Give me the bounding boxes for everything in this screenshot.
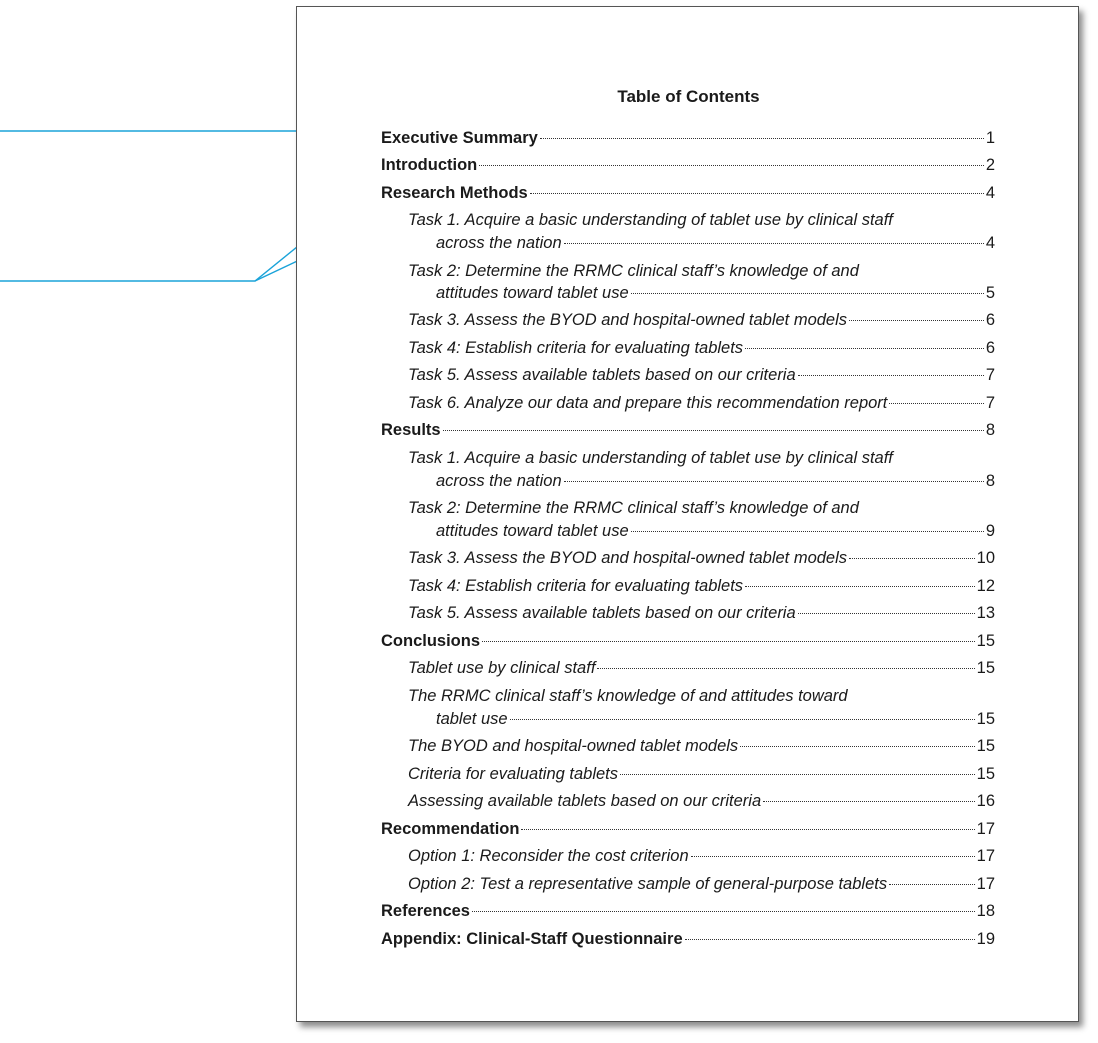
toc-entry-label: Appendix: Clinical-Staff Questionnaire <box>381 930 683 948</box>
dot-leader <box>889 403 983 404</box>
toc-entry-recommendation[interactable] <box>381 818 995 841</box>
dot-leader <box>889 884 975 885</box>
toc-entry-methods-task1-line2[interactable] <box>436 232 995 255</box>
toc-entry-option2[interactable] <box>408 873 995 896</box>
dot-leader <box>530 193 984 194</box>
toc-page-number: 6 <box>985 339 995 357</box>
dot-leader <box>763 801 975 802</box>
toc-entry-methods-task4[interactable] <box>408 337 995 360</box>
toc-page-number: 17 <box>976 820 995 838</box>
toc-entry-appendix[interactable] <box>381 928 995 951</box>
toc-entry-label: across the nation <box>436 472 562 490</box>
toc-entry-label: Introduction <box>381 156 478 174</box>
toc-entry-label: Task 3. Assess the BYOD and hospital-owned tablet models <box>408 549 848 567</box>
toc-entry-label: Task 6. Analyze our data and prepare this recommendation report <box>408 394 888 412</box>
dot-leader <box>631 293 984 294</box>
dot-leader <box>540 138 984 139</box>
dot-leader <box>685 939 975 940</box>
toc-entry-label: Task 4: Establish criteria for evaluating tablets <box>408 577 744 595</box>
toc-page-number: 7 <box>985 394 995 412</box>
toc-entry-results[interactable] <box>381 419 995 442</box>
toc-entry-methods-task1-line1[interactable] <box>408 209 995 232</box>
dot-leader <box>798 613 975 614</box>
toc-page-number: 7 <box>985 366 995 384</box>
dot-leader <box>631 531 984 532</box>
dot-leader <box>745 348 984 349</box>
toc-entry-conclusions-criteria[interactable] <box>408 763 995 786</box>
toc-entry-label: Task 4: Establish criteria for evaluating tablets <box>408 339 744 357</box>
toc-entry-label: Task 2: Determine the RRMC clinical staff’s knowledge of and <box>408 499 859 517</box>
toc-entry-label: Criteria for evaluating tablets <box>408 765 619 783</box>
toc-entry-methods-task6[interactable] <box>408 392 995 415</box>
toc-entry-label: Task 2: Determine the RRMC clinical staff’s knowledge of and <box>408 262 859 280</box>
dot-leader <box>521 829 974 830</box>
toc-page-number: 15 <box>976 632 995 650</box>
toc-page-number: 17 <box>976 875 995 893</box>
toc-entry-executive-summary[interactable] <box>381 127 995 150</box>
toc-entry-label: Results <box>381 421 441 439</box>
toc-entry-methods-task5[interactable] <box>408 364 995 387</box>
toc-entry-conclusions-assessing[interactable] <box>408 790 995 813</box>
toc-entry-label: References <box>381 902 470 920</box>
toc-entry-conclusions-byod[interactable] <box>408 735 995 758</box>
toc-page-number: 13 <box>976 604 995 622</box>
toc-entry-introduction[interactable] <box>381 154 995 177</box>
toc-entry-results-task1-line2[interactable] <box>436 470 995 493</box>
toc-entry-results-task5[interactable] <box>408 602 995 625</box>
toc-entry-label: attitudes toward tablet use <box>436 284 629 302</box>
toc-entry-label: Executive Summary <box>381 129 538 147</box>
toc-entry-label: Research Methods <box>381 184 528 202</box>
dot-leader <box>798 375 984 376</box>
toc-page-number: 8 <box>985 421 995 439</box>
toc-page-number: 9 <box>985 522 995 540</box>
toc-entry-label: Task 5. Assess available tablets based on our criteria <box>408 366 796 384</box>
toc-entry-label: Conclusions <box>381 632 481 650</box>
toc-entry-label: Task 3. Assess the BYOD and hospital-owned tablet models <box>408 311 848 329</box>
dot-leader <box>849 558 975 559</box>
dot-leader <box>443 430 984 431</box>
toc-page-number: 1 <box>985 129 995 147</box>
toc-page-number: 15 <box>976 659 995 677</box>
toc-entry-results-task2-line1[interactable] <box>408 497 995 520</box>
toc-page-number: 17 <box>976 847 995 865</box>
dot-leader <box>472 911 975 912</box>
toc-page-number: 15 <box>976 737 995 755</box>
dot-leader <box>482 641 975 642</box>
toc-entry-conclusions[interactable] <box>381 630 995 653</box>
toc-entry-results-task1-line1[interactable] <box>408 447 995 470</box>
dot-leader <box>745 586 975 587</box>
toc-entry-label: tablet use <box>436 710 508 728</box>
toc-entry-methods-task2-line1[interactable] <box>408 260 995 283</box>
toc-page-number: 5 <box>985 284 995 302</box>
dot-leader <box>597 668 974 669</box>
toc-page-number: 16 <box>976 792 995 810</box>
toc-entry-label: attitudes toward tablet use <box>436 522 629 540</box>
dot-leader <box>510 719 975 720</box>
toc-entry-label: Assessing available tablets based on our criteria <box>408 792 762 810</box>
toc-entry-results-task2-line2[interactable] <box>436 520 995 543</box>
toc-entry-references[interactable] <box>381 900 995 923</box>
toc-page-number: 6 <box>985 311 995 329</box>
toc-page-number: 19 <box>976 930 995 948</box>
toc-entry-label: The RRMC clinical staff’s knowledge of and attitudes toward <box>408 687 848 705</box>
dot-leader <box>620 774 975 775</box>
toc-page-number: 8 <box>985 472 995 490</box>
toc-entry-label: Task 1. Acquire a basic understanding of tablet use by clinical staff <box>408 211 893 229</box>
toc-page-number: 2 <box>985 156 995 174</box>
toc-page-number: 12 <box>976 577 995 595</box>
dot-leader <box>564 481 984 482</box>
toc-entry-label: across the nation <box>436 234 562 252</box>
toc-entry-label: Task 5. Assess available tablets based on our criteria <box>408 604 796 622</box>
toc-title: Table of Contents <box>617 87 760 106</box>
document-page <box>296 6 1079 1022</box>
toc-page-number: 15 <box>976 765 995 783</box>
toc-entry-label: The BYOD and hospital-owned tablet models <box>408 737 739 755</box>
toc-entry-label: Option 2: Test a representative sample of general-purpose tablets <box>408 875 888 893</box>
toc-page-number: 4 <box>985 234 995 252</box>
toc-entry-results-task4[interactable] <box>408 575 995 598</box>
dot-leader <box>740 746 974 747</box>
toc-page-number: 4 <box>985 184 995 202</box>
toc-entry-research-methods[interactable] <box>381 182 995 205</box>
toc-page-number: 18 <box>976 902 995 920</box>
toc-entry-label: Tablet use by clinical staff <box>408 659 596 677</box>
toc-entry-methods-task2-line2[interactable] <box>436 282 995 305</box>
toc-entry-label: Option 1: Reconsider the cost criterion <box>408 847 689 865</box>
toc-page-number: 15 <box>976 710 995 728</box>
toc-entry-results-task3[interactable] <box>408 547 995 570</box>
dot-leader <box>691 856 975 857</box>
toc-page-number: 10 <box>976 549 995 567</box>
toc-entry-conclusions-tablet-use[interactable] <box>408 657 995 680</box>
dot-leader <box>849 320 984 321</box>
toc-entry-conclusions-knowledge-line1[interactable] <box>408 685 995 708</box>
dot-leader <box>479 165 984 166</box>
toc-entry-label: Task 1. Acquire a basic understanding of tablet use by clinical staff <box>408 449 893 467</box>
toc-entry-label: Recommendation <box>381 820 520 838</box>
toc-entry-option1[interactable] <box>408 845 995 868</box>
toc-entry-methods-task3[interactable] <box>408 309 995 332</box>
toc-entry-conclusions-knowledge-line2[interactable] <box>436 708 995 731</box>
dot-leader <box>564 243 984 244</box>
